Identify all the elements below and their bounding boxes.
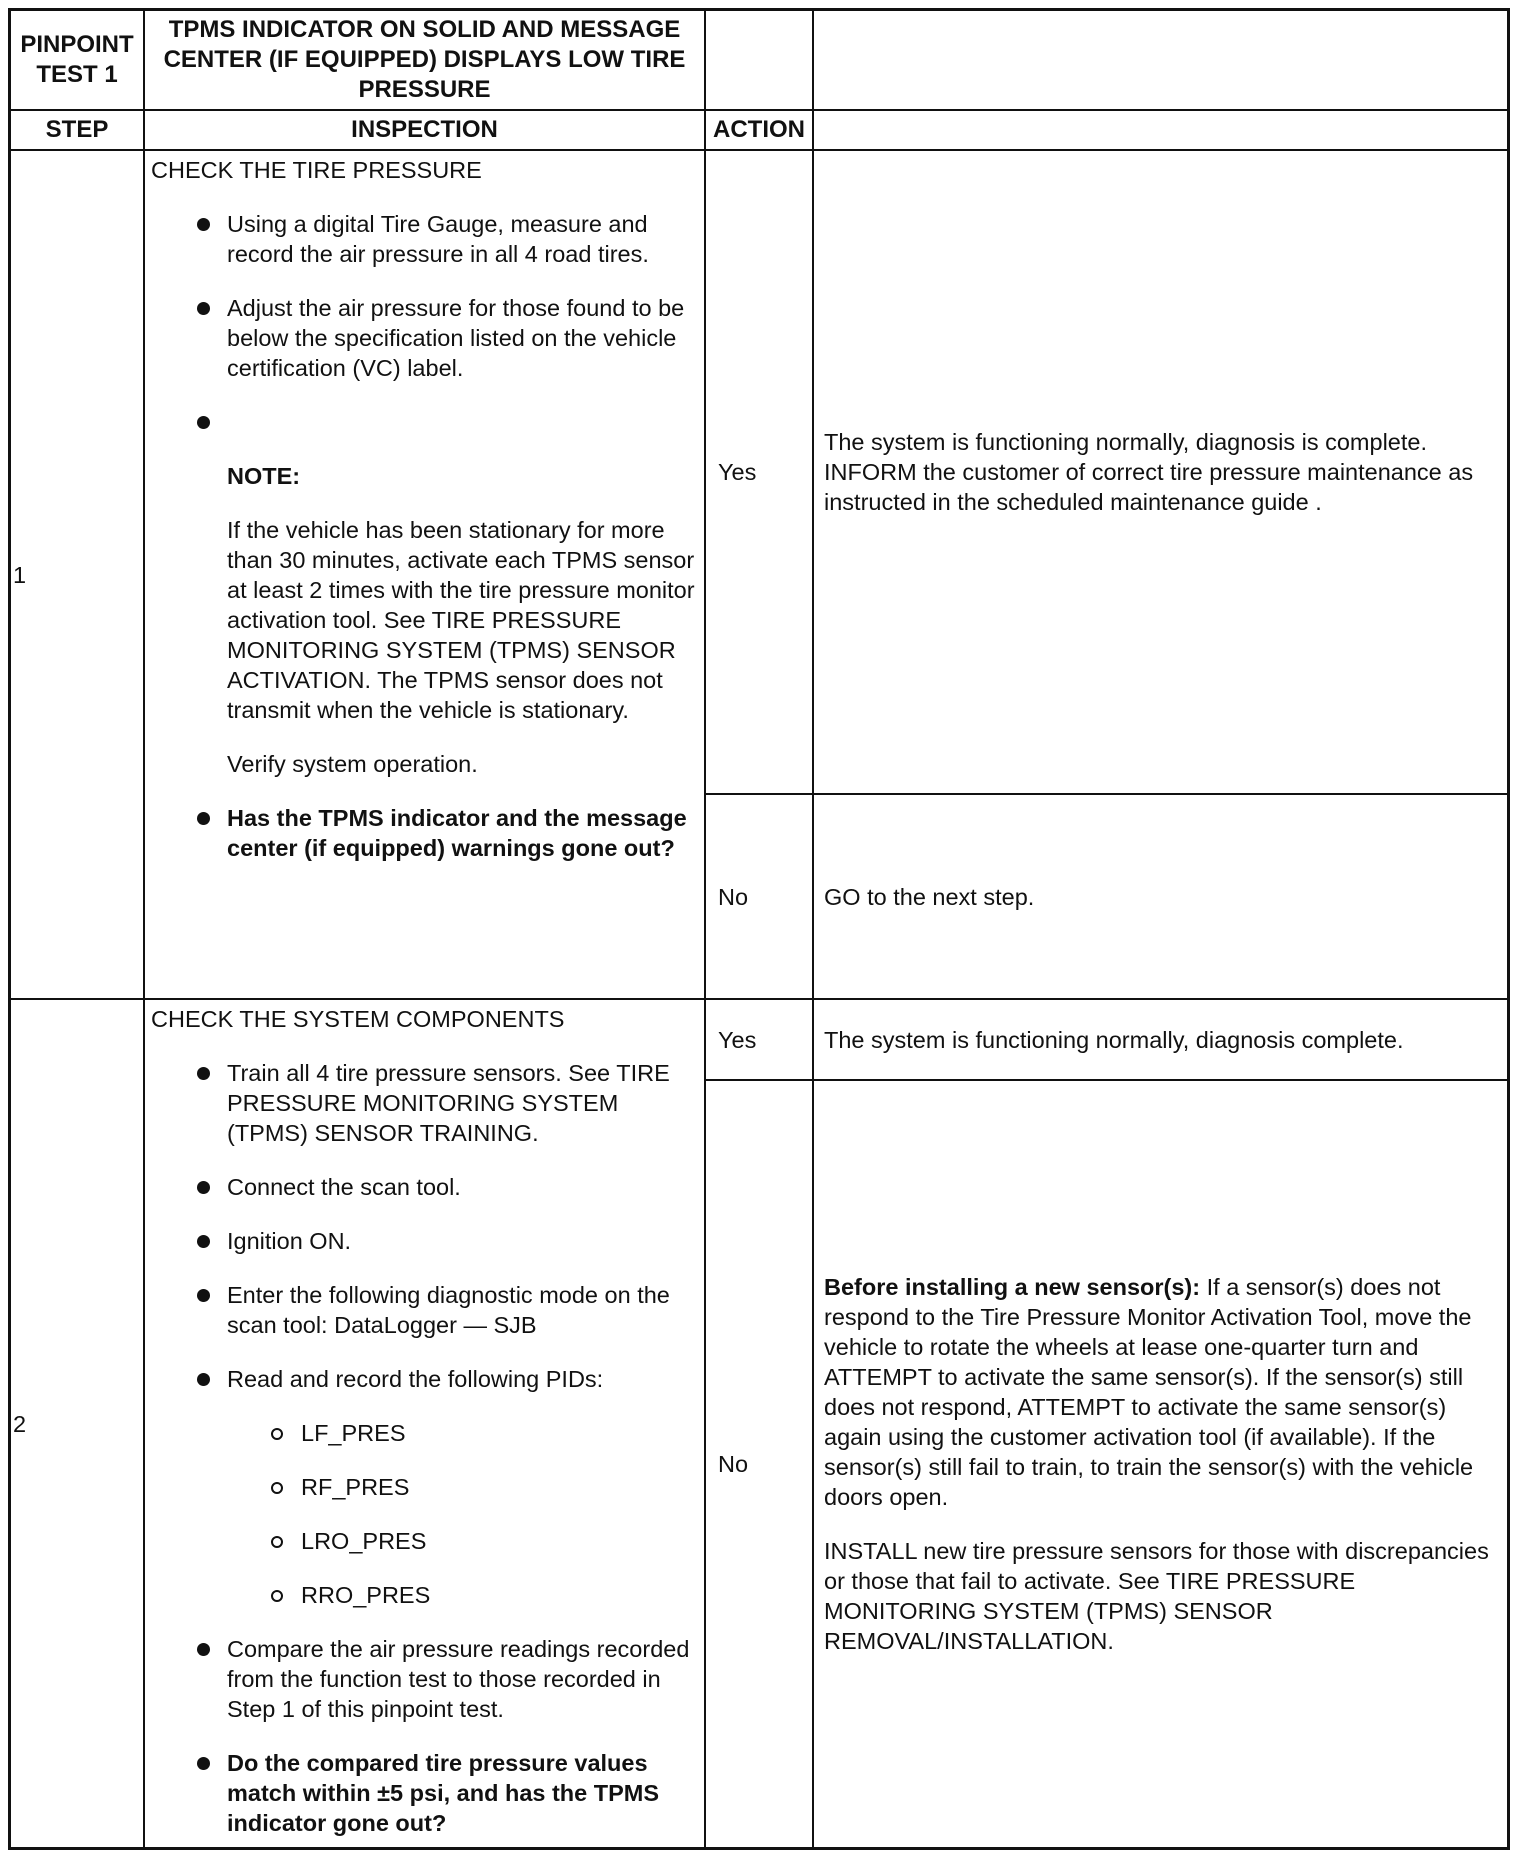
- column-header-inspection: INSPECTION: [351, 116, 498, 143]
- pid-item: LRO_PRES: [151, 1526, 696, 1556]
- note-label: NOTE:: [227, 463, 301, 489]
- list-item: Connect the scan tool.: [151, 1172, 696, 1202]
- step-question: Has the TPMS indicator and the message center (if equipped) warnings gone out?: [151, 803, 696, 863]
- step-title: CHECK THE SYSTEM COMPONENTS: [151, 1006, 565, 1032]
- test-title: TPMS INDICATOR ON SOLID AND MESSAGE CENTER (IF EQUIPPED) DISPLAYS LOW TIRE PRESSURE: [163, 16, 686, 103]
- answer-yes: Yes: [718, 1026, 757, 1053]
- list-item: [151, 407, 696, 437]
- step-number: 1: [13, 561, 27, 588]
- list-item: Enter the following diagnostic mode on the scan tool: DataLogger — SJB: [151, 1280, 696, 1340]
- test-label: PINPOINT TEST 1: [20, 31, 134, 88]
- step-title: CHECK THE TIRE PRESSURE: [151, 157, 482, 183]
- column-header-step: STEP: [45, 116, 109, 143]
- column-header-action: ACTION: [713, 116, 805, 143]
- action-no: [824, 1081, 1507, 1847]
- list-item: Ignition ON.: [151, 1226, 696, 1256]
- list-item: Compare the air pressure readings recorded from the function test to those recorded in Step 1 of this pinpoint test.: [151, 1634, 696, 1724]
- action-yes: The system is functioning normally, diagnosis is complete. INFORM the customer of correct tire pressure maintenance as instructed in the scheduled maintenance guide .: [824, 429, 1474, 515]
- action-yes: The system is functioning normally, diagnosis complete.: [824, 1026, 1404, 1053]
- step-question: Do the compared tire pressure values match within ±5 psi, and has the TPMS indicator gone out?: [151, 1748, 696, 1838]
- list-item: Train all 4 tire pressure sensors. See TIRE PRESSURE MONITORING SYSTEM (TPMS) SENSOR TRAINING.: [151, 1058, 696, 1148]
- column-divider: [812, 11, 814, 1847]
- step-1-inspection: [145, 151, 704, 998]
- note-text: If the vehicle has been stationary for more than 30 minutes, activate each TPMS sensor at least 2 times with the tire pressure monitor activation tool. See TIRE PRESSURE MONITORING SYSTEM (TPMS) SENSOR ACTIVATION. The TPMS sensor does not transmit when the vehicle is stationary.: [227, 517, 695, 723]
- column-divider: [704, 11, 706, 1847]
- verify-text: Verify system operation.: [227, 751, 478, 777]
- list-item: Using a digital Tire Gauge, measure and record the air pressure in all 4 road tires.: [151, 209, 696, 269]
- pinpoint-test-table: [8, 8, 1510, 1850]
- pid-item: RRO_PRES: [151, 1580, 696, 1610]
- list-item: Read and record the following PIDs:: [151, 1364, 696, 1394]
- action-text: INSTALL new tire pressure sensors for those with discrepancies or those that fail to activate. See TIRE PRESSURE MONITORING SYSTEM (TPMS) SENSOR REMOVAL/INSTALLATION.: [824, 1538, 1489, 1654]
- action-text: If a sensor(s) does not respond to the Tire Pressure Monitor Activation Tool, move the vehicle to rotate the wheels at lease one-quarter turn and ATTEMPT to activate the same sensor(s). If the sensor(s) still does not respond, ATTEMPT to activate the same sensor(s) again using the customer activation tool (if available). If the sensor(s) still fail to train, to train the sensor(s) with the vehicle doors open.: [824, 1274, 1474, 1510]
- action-emphasis: Before installing a new sensor(s):: [824, 1274, 1201, 1300]
- step-number: 2: [13, 1410, 27, 1437]
- answer-yes: Yes: [718, 459, 757, 485]
- pid-item: LF_PRES: [151, 1418, 696, 1448]
- answer-no: No: [718, 1451, 749, 1477]
- action-no: GO to the next step.: [824, 883, 1035, 910]
- pid-item: RF_PRES: [151, 1472, 696, 1502]
- answer-no: No: [718, 883, 749, 910]
- step-2-inspection: [145, 1000, 704, 1847]
- list-item: Adjust the air pressure for those found to be below the specification listed on the vehicle certification (VC) label.: [151, 293, 696, 383]
